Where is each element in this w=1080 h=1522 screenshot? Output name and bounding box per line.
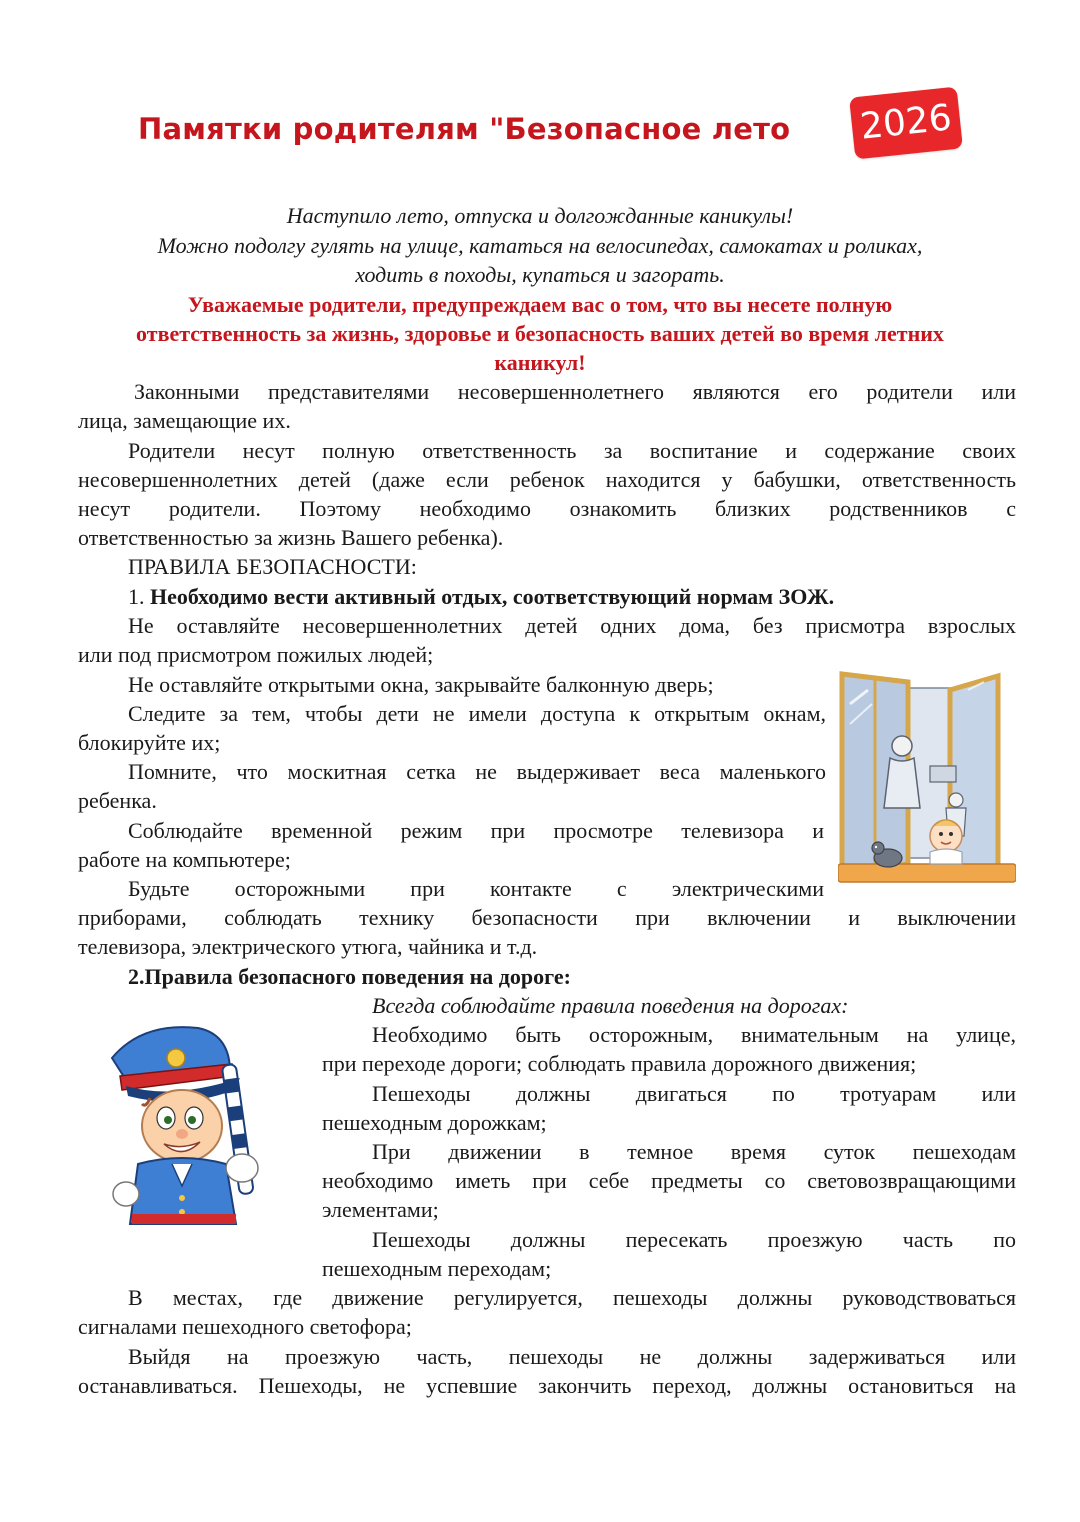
paragraph-line: Законными представителями несовершеннолетнего являются его родители или — [134, 379, 1016, 404]
paragraph-line: работе на компьютере; — [78, 847, 291, 872]
paragraph-line: несовершеннолетних детей (даже если ребенок находится у бабушки, ответственность — [78, 467, 1016, 492]
rule-2-heading: 2.Правила безопасного поведения на дороге: — [128, 964, 571, 989]
page-title: Памятки родителям "Безопасное лето — [138, 112, 791, 146]
paragraph-line: Необходимо быть осторожным, внимательным на улице, — [372, 1022, 1016, 1047]
paragraph-line: останавливаться. Пешеходы, не успевшие закончить переход, должны остановиться на — [78, 1373, 1016, 1398]
paragraph-line: Выйдя на проезжую часть, пешеходы не должны задерживаться или — [128, 1344, 1016, 1369]
window-child-illustration — [838, 668, 1016, 890]
paragraph-line: пешеходным дорожкам; — [322, 1110, 547, 1135]
warning-line-1: Уважаемые родители, предупреждаем вас о том, что вы несете полную — [187, 292, 893, 317]
warning-line-2: ответственность за жизнь, здоровье и безопасность ваших детей во время летних — [136, 321, 944, 346]
rule-1-number: 1. — [128, 584, 150, 609]
paragraph-line: Не оставляйте открытыми окна, закрывайте балконную дверь; — [128, 672, 714, 697]
paragraph-line: Соблюдайте временной режим при просмотре телевизора и — [128, 818, 824, 843]
paragraph-line: или под присмотром пожилых людей; — [78, 642, 434, 667]
traffic-police-boy-illustration — [102, 1018, 278, 1232]
rule-1-heading-text: Необходимо вести активный отдых, соответствующий нормам ЗОЖ. — [150, 584, 835, 609]
paragraph-line: При движении в темное время суток пешеходам — [372, 1139, 1016, 1164]
paragraph-line: Пешеходы должны двигаться по тротуарам или — [372, 1081, 1016, 1106]
intro-line-1: Наступило лето, отпуска и долгожданные каникулы! — [286, 203, 794, 228]
paragraph-line: сигналами пешеходного светофора; — [78, 1314, 412, 1339]
paragraph-line: несут родители. Поэтому необходимо ознакомить близких родственников с — [78, 496, 1016, 521]
paragraph-line: Не оставляйте несовершеннолетних детей одних дома, без присмотра взрослых — [128, 613, 1016, 638]
paragraph-line: В местах, где движение регулируется, пешеходы должны руководствоваться — [128, 1285, 1016, 1310]
paragraph-line: необходимо иметь при себе предметы со световозвращающими — [322, 1168, 1016, 1193]
paragraph-line: телевизора, электрического утюга, чайника и т.д. — [78, 934, 538, 959]
paragraph-line: ребенка. — [78, 788, 157, 813]
paragraph-line: лица, замещающие их. — [78, 408, 291, 433]
paragraph-line: блокируйте их; — [78, 730, 221, 755]
paragraph-line: Следите за тем, чтобы дети не имели доступа к открытым окнам, — [128, 701, 826, 726]
rules-heading: ПРАВИЛА БЕЗОПАСНОСТИ: — [128, 554, 417, 579]
intro-line-2: Можно подолгу гулять на улице, кататься на велосипедах, самокатах и роликах, — [157, 233, 923, 258]
paragraph-line: при переходе дороги; соблюдать правила дорожного движения; — [322, 1051, 917, 1076]
paragraph-line: элементами; — [322, 1197, 439, 1222]
rule-1-heading — [128, 582, 834, 611]
paragraph-line: Пешеходы должны пересекать проезжую часть по — [372, 1227, 1016, 1252]
year-badge: 2026 — [849, 87, 963, 160]
paragraph-line: пешеходным переходам; — [322, 1256, 552, 1281]
warning-line-3: каникул! — [494, 350, 586, 375]
paragraph-line: приборами, соблюдать технику безопасности при включении и выключении — [78, 905, 1016, 930]
paragraph-line: Будьте осторожными при контакте с электрическими — [128, 876, 824, 901]
rule-2-intro: Всегда соблюдайте правила поведения на дорогах: — [372, 993, 849, 1018]
paragraph-line: Родители несут полную ответственность за воспитание и содержание своих — [128, 438, 1016, 463]
paragraph-line: ответственностью за жизнь Вашего ребенка). — [78, 525, 504, 550]
intro-line-3: ходить в походы, купаться и загорать. — [355, 262, 725, 287]
paragraph-line: Помните, что москитная сетка не выдерживает веса маленького — [128, 759, 826, 784]
